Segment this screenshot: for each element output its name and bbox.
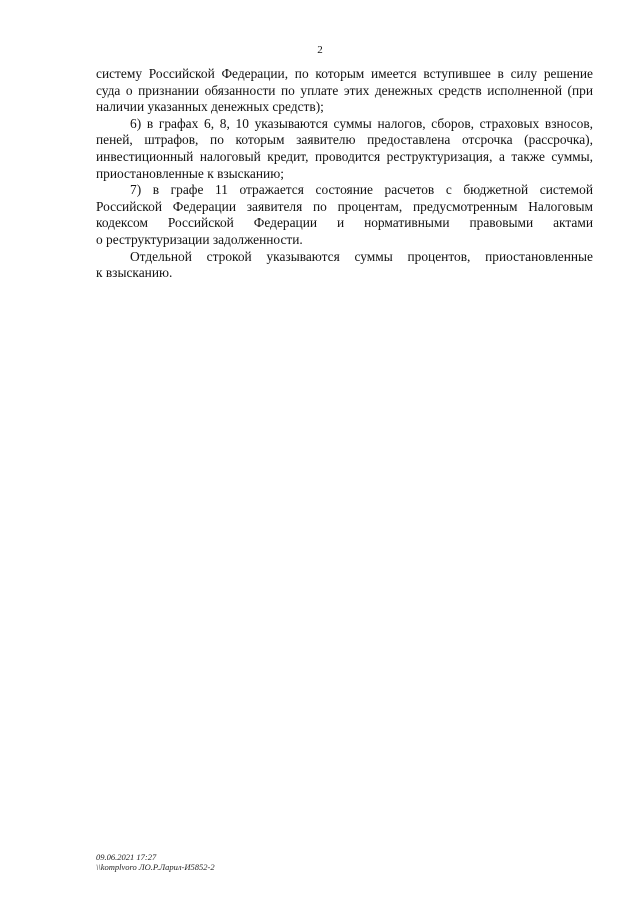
text-line: кодексом Российской Федерации и нормативными правовыми актами xyxy=(96,215,593,231)
footer-path: \\komplvoro ЛО.Р.Ларил-И5852-2 xyxy=(96,862,215,872)
page-number: 2 xyxy=(317,44,323,56)
text-line: суда о признании обязанности по уплате этих денежных средств исполненной (при xyxy=(96,82,593,98)
text-line: 6) в графах 6, 8, 10 указываются суммы налогов, сборов, страховых взносов, xyxy=(130,115,593,131)
document-footer xyxy=(96,852,215,872)
paragraph-continuation xyxy=(96,66,593,116)
text-line: наличии указанных денежных средств); xyxy=(96,99,324,115)
text-line: приостановленные к взысканию; xyxy=(96,165,284,181)
document-body xyxy=(96,66,593,282)
footer-date: 09.06.2021 17:27 xyxy=(96,852,157,862)
text-line: 7) в графе 11 отражается состояние расчетов с бюджетной системой xyxy=(130,182,593,198)
text-line: пеней, штрафов, по которым заявителю предоставлена отсрочка (рассрочка), xyxy=(96,132,593,148)
paragraph-item-6 xyxy=(96,116,593,182)
paragraph-item-7 xyxy=(96,182,593,248)
text-line: Российской Федерации заявителя по процентам, предусмотренным Налоговым xyxy=(96,198,593,214)
paragraph-separate-line xyxy=(96,249,593,282)
text-line: о реструктуризации задолженности. xyxy=(96,231,303,247)
text-line: к взысканию. xyxy=(96,265,173,281)
text-line: Отдельной строкой указываются суммы процентов, приостановленные xyxy=(130,248,593,264)
text-line: системy Российской Федерации, по которым имеется вступившее в силу решение xyxy=(96,66,593,81)
text-line: инвестиционный налоговый кредит, проводится реструктуризация, а также суммы, xyxy=(96,148,593,164)
